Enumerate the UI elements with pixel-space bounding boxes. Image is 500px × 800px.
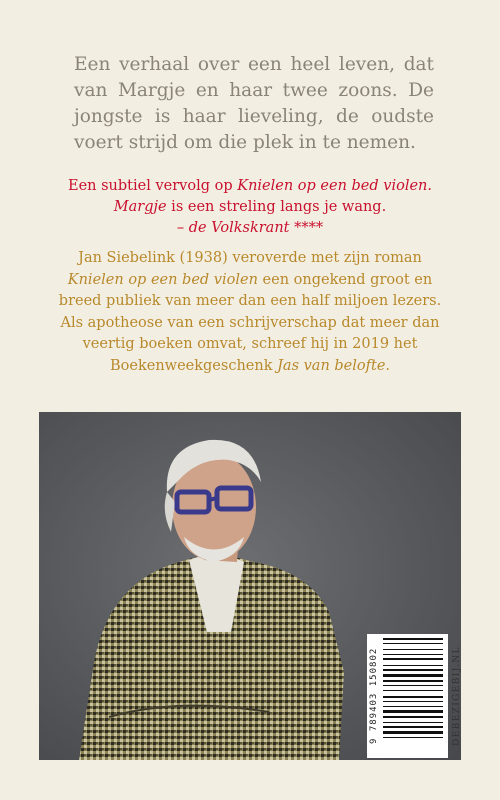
publisher-website: DEBEZIGEBIJ.NL — [452, 646, 462, 746]
review-source: – de Volkskrant — [176, 220, 290, 236]
bio-part-2: een ongekend groot en breed publiek van meer dan een half miljoen lezers. Als apotheose van een schrijverschap dat meer dan veertig boeken omvat, schreef hij in 2019 het Boekenweekgeschenk — [58, 271, 442, 374]
isbn-digits: 9 789403 150802 — [369, 647, 379, 745]
review-margje-title: Margje — [113, 199, 167, 215]
review-stars: **** — [289, 220, 324, 236]
back-cover-blurb: Een verhaal over een heel leven, dat van Margje en haar twee zoons. De jongste is haar lieveling, de oudste voert strijd om die plek in te nemen. — [74, 54, 434, 153]
bio-part-1: Jan Siebelink (1938) veroverde met zijn roman — [78, 250, 422, 266]
press-review-quote — [60, 176, 440, 239]
review-book-title: Knielen op een bed violen. — [237, 178, 433, 194]
bio-title-2: Jas van belofte — [277, 357, 386, 374]
bio-title-1: Knielen op een bed violen — [67, 271, 258, 288]
author-bio — [56, 248, 444, 377]
review-text: is een streling langs je wang. — [166, 199, 387, 215]
barcode-icon — [383, 638, 443, 754]
bio-part-3: . — [385, 357, 391, 374]
review-prefix: Een subtiel vervolg op — [67, 178, 238, 194]
